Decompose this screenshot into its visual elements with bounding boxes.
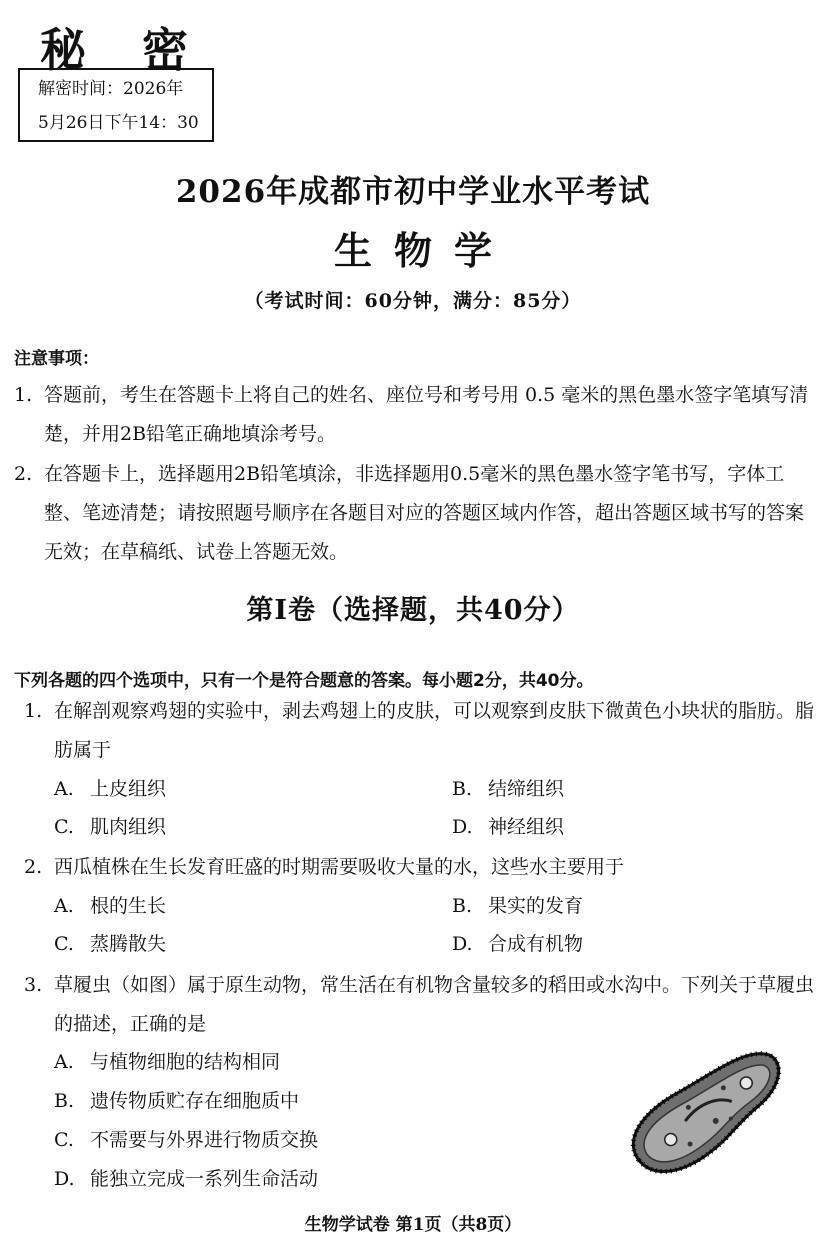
option-2b: B. 果实的发育 [452, 895, 584, 917]
option-3a: A. 与植物细胞的结构相同 [54, 1051, 281, 1073]
question-stem: 草履虫（如图）属于原生动物，常生活在有机物含量较多的稻田或水沟中。下列关于草履虫的描述，正确的是 [54, 974, 815, 1035]
question-1 [24, 692, 814, 770]
option-2d: D. 合成有机物 [452, 933, 584, 955]
question-number: 2. [24, 856, 43, 878]
question-2 [24, 848, 814, 887]
paramecium-illustration [612, 1040, 794, 1180]
notice-text: 答题前，考生在答题卡上将自己的姓名、座位号和考号用 0.5 毫米的黑色墨水签字笔填写清楚，并用2B铅笔正确地填涂考号。 [44, 384, 809, 445]
notice-item-2 [14, 455, 814, 572]
question-number: 3. [24, 974, 43, 996]
subject-title: 生物学 [333, 228, 514, 273]
part-title: 第Ⅰ卷（选择题，共40分） [246, 595, 580, 626]
notice-item-1 [14, 376, 814, 454]
question-number: 1. [24, 700, 43, 722]
notice-heading: 注意事项： [14, 349, 99, 369]
notice-text: 在答题卡上，选择题用2B铅笔填涂，非选择题用0.5毫米的黑色墨水签字笔书写，字体工整、笔迹清楚；请按照题号顺序在各题目对应的答题区域内作答，超出答题区域书写的答案无效；在草稿纸、试卷上答题无效。 [44, 463, 805, 563]
option-1b: B. 结缔组织 [452, 778, 565, 800]
question-3 [24, 966, 814, 1044]
option-3c: C. 不需要与外界进行物质交换 [54, 1129, 319, 1151]
option-1d: D. 神经组织 [452, 816, 565, 838]
secret-label: 秘密 [40, 23, 244, 77]
option-1a: A. 上皮组织 [54, 778, 167, 800]
option-1c: C. 肌肉组织 [54, 816, 167, 838]
option-2a: A. 根的生长 [54, 895, 167, 917]
exam-time-info: （考试时间：60分钟，满分：85分） [244, 290, 582, 312]
declassification-box [18, 68, 214, 142]
part-instruction: 下列各题的四个选项中，只有一个是符合题意的答案。每小题2分，共40分。 [14, 671, 594, 691]
notice-number: 1. [14, 384, 33, 406]
question-stem: 在解剖观察鸡翅的实验中，剥去鸡翅上的皮肤，可以观察到皮肤下微黄色小块状的脂肪。脂肪属于 [54, 700, 815, 761]
option-2c: C. 蒸腾散失 [54, 933, 167, 955]
option-3d: D. 能独立完成一系列生命活动 [54, 1168, 319, 1190]
page-footer: 生物学试卷 第1页（共8页） [304, 1215, 522, 1235]
declass-line-2: 5月26日下午14：30 [38, 113, 199, 133]
exam-title: 2026年成都市初中学业水平考试 [175, 174, 651, 210]
notice-number: 2. [14, 463, 33, 485]
option-3b: B. 遗传物质贮存在细胞质中 [54, 1090, 300, 1112]
question-stem: 西瓜植株在生长发育旺盛的时期需要吸收大量的水，这些水主要用于 [54, 856, 625, 878]
declass-line-1: 解密时间：2026年 [38, 79, 184, 99]
